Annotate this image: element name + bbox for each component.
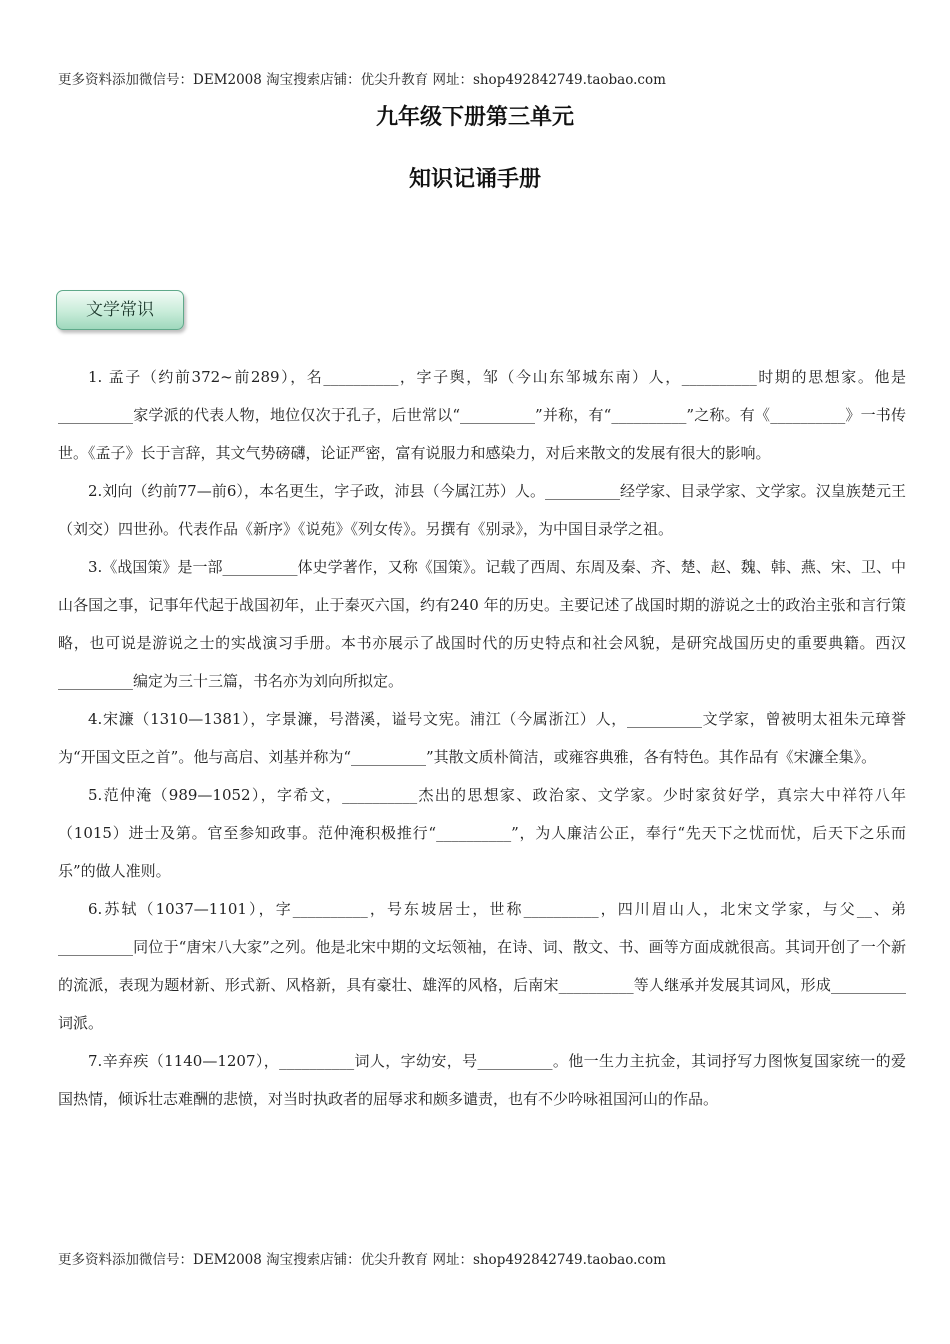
page-footer: 更多资料添加微信号：DEM2008 淘宝搜索店铺：优尖升教育 网址：shop492842749.taobao.com [58, 1252, 666, 1268]
document-subtitle: 知识记诵手册 [408, 166, 541, 192]
page-header: 更多资料添加微信号：DEM2008 淘宝搜索店铺：优尖升教育 网址：shop492842749.taobao.com [58, 72, 666, 88]
list-item: 3.《战国策》是一部__________体史学著作，又称《国策》。记载了西周、东周及秦、齐、楚、赵、魏、韩、燕、宋、卫、中山各国之事，记事年代起于战国初年，止于秦灭六国，约有240 年的历史。主要记述了战国时期的游说之士的政治主张和言行策略，也可说是游说之士的实战演习手册。本书亦展示了战国时代的历史特点和社会风貌，是研究战国历史的重要典籍。西汉__________编定为三十三篇，书名亦为刘向所拟定。 [58, 558, 906, 690]
list-item: 4.宋濂（1310—1381），字景濂，号潜溪，谥号文宪。浦江（今属浙江）人，__________文学家，曾被明太祖朱元璋誉为“开国文臣之首”。他与高启、刘基并称为“__________”其散文质朴简洁，或雍容典雅，各有特色。其作品有《宋濂全集》。 [58, 710, 906, 766]
section-label-literary-knowledge: 文学常识 [56, 290, 184, 330]
knowledge-list [58, 358, 906, 1118]
list-item: 6.苏轼（1037—1101），字__________，号东坡居士，世称__________，四川眉山人，北宋文学家，与父__、弟__________同位于“唐宋八大家”之列。他是北宋中期的文坛领袖，在诗、词、散文、书、画等方面成就很高。其词开创了一个新的流派，表现为题材新、形式新、风格新，具有豪壮、雄浑的风格，后南宋__________等人继承并发展其词风，形成__________词派。 [58, 900, 906, 1032]
document-title: 九年级下册第三单元 [375, 104, 574, 130]
list-item: 7.辛弃疾（1140—1207），__________词人，字幼安，号__________。他一生力主抗金，其词抒写力图恢复国家统一的爱国热情，倾诉壮志难酬的悲愤，对当时执政者的屈辱求和颇多谴责，也有不少吟咏祖国河山的作品。 [58, 1052, 906, 1108]
list-item: 5.范仲淹（989—1052），字希文，__________杰出的思想家、政治家、文学家。少时家贫好学，真宗大中祥符八年（1015）进士及第。官至参知政事。范仲淹积极推行“__________”，为人廉洁公正，奉行“先天下之忧而忧，后天下之乐而乐”的做人准则。 [58, 786, 906, 880]
list-item: 2.刘向（约前77—前6），本名更生，字子政，沛县（今属江苏）人。__________经学家、目录学家、文学家。汉皇族楚元王（刘交）四世孙。代表作品《新序》《说苑》《列女传》。另撰有《别录》，为中国目录学之祖。 [58, 482, 906, 538]
list-item: 1. 孟子（约前372~前289），名__________，字子舆，邹（今山东邹城东南）人，__________时期的思想家。他是__________家学派的代表人物，地位仅次于孔子，后世常以“__________”并称，有“__________”之称。有《__________》一书传世。《孟子》长于言辞，其文气势磅礴，论证严密，富有说服力和感染力，对后来散文的发展有很大的影响。 [58, 368, 906, 462]
